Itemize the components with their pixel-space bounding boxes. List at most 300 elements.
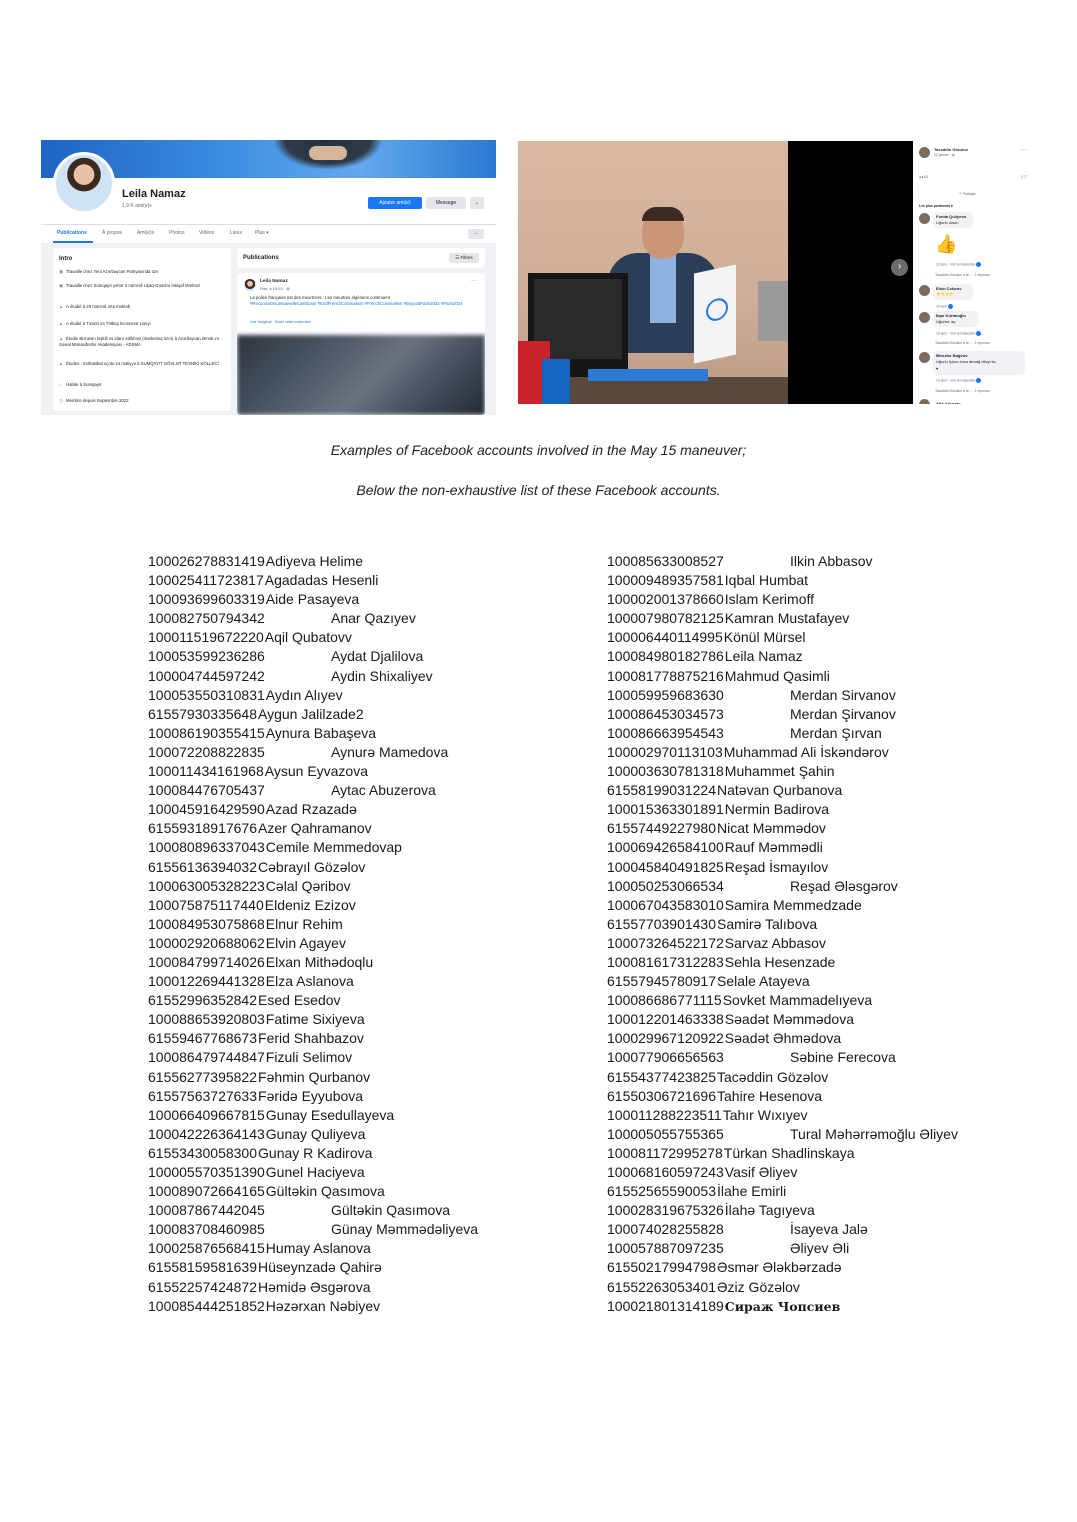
account-id: 100073264522172 — [607, 934, 724, 951]
account-row — [607, 934, 826, 953]
tab-more[interactable]: Plus ▾ — [255, 230, 269, 236]
account-row — [607, 838, 823, 857]
account-id: 61559467768673 — [148, 1030, 258, 1047]
account-name: Sarvaz Abbasov — [724, 934, 826, 951]
accounts-list-left — [148, 552, 479, 1316]
account-id: 61553430058300 — [148, 1144, 258, 1161]
account-name: Reşad Ələsgərov — [790, 877, 898, 894]
tab-photos[interactable]: Photos — [169, 230, 185, 236]
account-name: Nicat Məmmədov — [717, 820, 826, 837]
comment-text: ⭐⭐⭐⭐ — [936, 292, 954, 296]
account-name: Aqil Qubatovv — [264, 629, 352, 646]
account-row — [607, 647, 803, 666]
account-row — [607, 1010, 854, 1029]
account-id: 100045916429590 — [148, 801, 265, 818]
comment-author[interactable]: Elsin Cəfərov — [936, 286, 962, 291]
home-icon: ⌂ — [59, 382, 62, 387]
account-id: 100029967120922 — [607, 1030, 724, 1047]
account-id: 61557945780917 — [607, 973, 717, 990]
account-row — [148, 896, 356, 915]
account-id: 61550217994798 — [607, 1259, 717, 1276]
post-text: La police française est des meurtriers - Les meurtres algériens continuent — [250, 295, 390, 300]
account-row — [607, 991, 873, 1010]
account-id: 100042226364143 — [148, 1125, 265, 1142]
account-row — [148, 1278, 371, 1297]
intro-item: ▣ Travaille chez Sumqayıt şəhər 2 nömrəli Uşaq-Gənclər İnkişaf Mərkəzi — [59, 283, 201, 288]
account-name: Fizuli Selimov — [265, 1049, 353, 1066]
account-name: Agadadas Hesenli — [264, 572, 379, 589]
account-name: Aysun Eyvazova — [264, 763, 369, 780]
account-id: 100082750794342 — [148, 610, 265, 627]
account-id: 100025876568415 — [148, 1240, 265, 1257]
account-row — [607, 1087, 823, 1106]
comment-meta[interactable]: 19 sem — [936, 304, 953, 309]
intro-item: ◷ Membre depuis Septembre 2022 — [59, 398, 129, 403]
account-id: 100075875117440 — [148, 896, 264, 913]
account-name: Nermin Badirova — [724, 801, 830, 818]
account-id: 100011519672220 — [148, 629, 264, 646]
account-name: Fəridə Eyyubova — [258, 1087, 364, 1104]
post-author-avatar[interactable] — [244, 279, 256, 291]
caption-list-intro: Below the non-exhaustive list of these Facebook accounts. — [356, 482, 721, 498]
account-id: 100083708460985 — [148, 1221, 265, 1238]
friends-count[interactable]: 1,9 K ami(e)s — [122, 203, 152, 209]
account-id: 100085633008527 — [607, 553, 724, 569]
account-row — [148, 1220, 479, 1239]
tab-dots-button[interactable]: ··· — [468, 229, 484, 239]
account-id: 100088653920803 — [148, 1011, 265, 1028]
comment-text: Uğurlu işlərə imza atmağ diləyi ilə — [936, 359, 996, 364]
account-name: Kamran Mustafayev — [724, 610, 850, 627]
account-name: Merdan Sirvanov — [790, 686, 896, 703]
account-row — [607, 1106, 808, 1125]
post-hashtags[interactable]: #ReconnaitreLaNouvelleCalédonie #EndFrenchColonialism #FrenchColonialism #BoycottParis2024 #Paris2024 — [250, 301, 463, 306]
intro-item: ▲ Étudie Biznesin təşkili və idarə edilməsi (marketinq üzrə) à Azərbaycan Əmək və Sosial Münasibətlər Akademiyası - ADSMA — [59, 336, 219, 347]
account-row — [607, 552, 873, 571]
account-id: 61558159581639 — [148, 1259, 258, 1276]
account-id: 61558199031224 — [607, 782, 717, 799]
account-name: Sovket Mammadelıyeva — [722, 992, 873, 1009]
account-name: Azer Qahramanov — [258, 820, 372, 837]
comment-meta[interactable]: 13 sem · Voir la traduction — [936, 262, 981, 267]
account-id: 61556136394032 — [148, 858, 258, 875]
account-row — [148, 991, 341, 1010]
account-name: Merdan Şırvan — [790, 724, 882, 741]
account-name: Esed Esedov — [258, 992, 341, 1009]
account-name: Hüseynzadə Qahirə — [258, 1259, 382, 1276]
account-row — [148, 552, 364, 571]
account-id: 100002920688062 — [148, 934, 265, 951]
account-row — [148, 1201, 451, 1220]
globe-icon: ◍ — [286, 286, 290, 291]
account-id: 100084980182786 — [607, 648, 724, 665]
account-name: Natəvan Qurbanova — [717, 782, 843, 799]
account-row — [148, 705, 364, 724]
account-name: Aynurə Mamedova — [331, 743, 449, 760]
account-row — [148, 781, 436, 800]
account-id: 61550306721696 — [607, 1087, 717, 1104]
account-id: 100045840491825 — [607, 858, 724, 875]
post-menu-icon[interactable]: ··· — [1021, 147, 1027, 153]
comment-author[interactable]: İlqar Kürtmoğlu — [936, 313, 966, 318]
account-id: 100081778875216 — [607, 667, 724, 684]
sort-comments[interactable]: Les plus pertinents ▾ — [919, 204, 953, 208]
account-row — [607, 896, 862, 915]
account-id: 61552257424872 — [148, 1278, 258, 1295]
account-name: Cəlal Qəribov — [265, 877, 351, 894]
account-name: Səadət Əhmədova — [724, 1030, 842, 1047]
account-row — [607, 800, 830, 819]
account-row — [607, 877, 898, 896]
add-friend-label: Ajouter ami(e) — [379, 200, 411, 206]
account-name: Cəbrayıl Gözəlov — [258, 858, 366, 875]
account-name: Əsmər Ələkbərzadə — [717, 1259, 842, 1276]
account-name: Tacəddin Gözəlov — [717, 1068, 829, 1085]
account-name: Sehla Hesenzade — [724, 953, 836, 970]
account-row — [607, 1297, 841, 1316]
account-row — [148, 1068, 371, 1087]
accounts-list-right — [607, 552, 958, 1316]
next-photo-arrow-icon[interactable]: › — [891, 259, 908, 276]
account-row — [148, 877, 351, 896]
account-id: 100067043583010 — [607, 896, 724, 913]
account-id: 100012269441328 — [148, 973, 265, 990]
account-name: Aydat Djalilova — [331, 648, 424, 665]
account-row — [148, 743, 449, 762]
account-name: Elxan Mithədoqlu — [265, 953, 374, 970]
account-id: 61557449227980 — [607, 820, 717, 837]
account-name: Humay Aslanova — [265, 1240, 371, 1257]
account-id: 100053550310831 — [148, 686, 265, 703]
account-row — [148, 667, 433, 686]
school-icon: ▲ — [59, 304, 64, 309]
comment-author[interactable]: Afin Abusalo — [936, 401, 961, 404]
account-name: Tural Məhərrəmoğlu Əliyev — [790, 1125, 958, 1142]
tab-publications[interactable]: Publications — [57, 230, 87, 236]
account-id: 100077906656563 — [607, 1049, 724, 1066]
account-name: İlahə Tagıyeva — [724, 1202, 815, 1219]
account-id: 100072208822835 — [148, 743, 265, 760]
account-id: 61554377423825 — [607, 1068, 717, 1085]
account-name: Adiyeva Helime — [265, 553, 364, 569]
post-menu-icon[interactable]: ··· — [471, 278, 477, 284]
account-id: 100025411723817 — [148, 572, 264, 589]
account-id: 100087867442045 — [148, 1202, 265, 1219]
account-id: 100009489357581 — [607, 572, 724, 589]
account-id: 61557563727633 — [148, 1087, 258, 1104]
post-author[interactable]: Leila Namaz — [260, 279, 288, 284]
account-id: 100002001378660 — [607, 591, 724, 608]
page-avatar[interactable] — [919, 147, 930, 158]
account-name: Сираж Чопсиев — [724, 1298, 841, 1314]
comment-author[interactable]: Fərida Quliyeva — [936, 214, 966, 219]
account-id: 100081617312283 — [607, 953, 724, 970]
reactions[interactable]: ●● 65 — [919, 175, 928, 179]
account-id: 100063005328223 — [148, 877, 265, 894]
account-id: 100007980782125 — [607, 610, 724, 627]
intro-item: ▲ A étudié à 29 nömrəli orta məktəb — [59, 304, 131, 309]
account-name: Əziz Gözəlov — [717, 1278, 800, 1295]
more-options-button[interactable]: ⌄ — [470, 197, 484, 209]
account-id: 100002970113103 — [607, 743, 723, 760]
account-id: 100086453034573 — [607, 705, 724, 722]
account-row — [148, 1087, 364, 1106]
page-name[interactable]: Tacəddin Gözəlov — [934, 147, 968, 152]
account-row — [148, 1163, 365, 1182]
account-row — [148, 1182, 385, 1201]
tab-about[interactable]: À propos — [102, 230, 123, 236]
account-name: Azad Rzazadə — [265, 801, 357, 818]
publications-title: Publications — [243, 255, 279, 261]
intro-title: Intro — [59, 256, 73, 262]
account-row — [607, 628, 806, 647]
account-row — [148, 1125, 366, 1144]
heart-icon: ♥ — [936, 366, 939, 371]
account-name: Səbine Ferecova — [790, 1049, 896, 1066]
account-name: Fəhmin Qurbanov — [258, 1068, 371, 1085]
account-id: 100086190355415 — [148, 724, 265, 741]
account-id: 100066409667815 — [148, 1106, 265, 1123]
account-row — [607, 1163, 798, 1182]
account-id: 100005055755365 — [607, 1125, 724, 1142]
account-id: 61552263053401 — [607, 1278, 717, 1295]
account-id: 100021801314189 — [607, 1297, 724, 1314]
account-name: Aynura Babaşeva — [265, 724, 377, 741]
account-name: Aygun Jalilzade2 — [258, 705, 364, 722]
comment-text: Uğurlar, ay — [936, 319, 956, 324]
filters-button[interactable]: ☰ Filtres — [449, 253, 479, 263]
translation-link[interactable]: Voir l'original · Noter cette traduction — [250, 320, 312, 324]
account-row — [607, 1144, 855, 1163]
account-name: Samirə Talıbova — [717, 915, 818, 932]
account-row — [607, 819, 826, 838]
photo-viewer-screenshot — [518, 141, 913, 404]
filter-icon: ☰ — [455, 255, 461, 260]
account-row — [148, 571, 379, 590]
account-name: Gunay Esedullayeva — [265, 1106, 395, 1123]
add-friend-button[interactable] — [368, 197, 422, 209]
page-date: 22 janvier · ◍ — [934, 153, 955, 157]
account-row — [148, 609, 416, 628]
account-name: Cemile Memmedovap — [265, 839, 402, 856]
replies-link[interactable]: Tacəddin Gözəlov a ré... · 1 réponse — [935, 341, 990, 345]
account-row — [607, 705, 896, 724]
account-row — [148, 1029, 364, 1048]
account-name: Vasif Əliyev — [724, 1164, 798, 1180]
account-name: Elnur Rehim — [265, 915, 343, 932]
school-icon: ▲ — [59, 321, 64, 326]
account-name: Aide Pasayeva — [265, 591, 360, 608]
account-id: 100005570351390 — [148, 1164, 265, 1180]
account-id: 100012201463338 — [607, 1011, 724, 1028]
account-row — [148, 628, 352, 647]
clock-icon: ◷ — [59, 398, 63, 403]
replies-link[interactable]: Tacəddin Gözəlov a ré... · 1 réponse — [935, 389, 990, 393]
account-name: Muhammet Şahin — [724, 763, 835, 780]
account-name: Selale Atayeva — [717, 973, 810, 990]
account-id: 100069426584100 — [607, 839, 724, 856]
comment-author[interactable]: Mirsəfər Bağırov — [936, 353, 968, 358]
account-name: Günay Məmmədəliyeva — [331, 1221, 479, 1238]
account-name: Gunay R Kadirova — [258, 1144, 373, 1161]
account-row — [607, 953, 836, 972]
account-name: Aytac Abuzerova — [331, 782, 436, 799]
account-row — [607, 724, 882, 743]
tab-friends[interactable]: Ami(e)s — [137, 230, 155, 236]
account-row — [148, 762, 369, 781]
facebook-profile-screenshot — [41, 140, 496, 415]
account-row — [607, 1048, 896, 1067]
replies-link[interactable]: Tacəddin Gözəlov a ré... · 1 réponse — [935, 273, 990, 277]
caption-examples: Examples of Facebook accounts involved in the May 15 maneuver; — [330, 442, 747, 458]
account-id: 100057887097235 — [607, 1240, 724, 1257]
post-card — [237, 273, 485, 415]
account-row — [148, 972, 354, 991]
comments-panel — [913, 141, 1034, 404]
account-row — [148, 1144, 373, 1163]
account-name: Türkan Shadlinskaya — [723, 1144, 855, 1161]
account-row — [607, 858, 829, 877]
account-name: Səadət Məmmədova — [724, 1011, 854, 1028]
party-flag — [694, 265, 736, 364]
account-id: 100084799714026 — [148, 953, 265, 970]
account-row — [607, 1029, 842, 1048]
account-name: Rauf Məmmədli — [724, 839, 823, 856]
tab-places[interactable]: Lieux — [230, 230, 242, 236]
account-name: Aydın Alıyev — [265, 686, 343, 703]
account-name: İsayeva Jalə — [790, 1221, 868, 1238]
account-name: Fatime Sixiyeva — [265, 1011, 365, 1028]
account-row — [148, 590, 360, 609]
account-name: Aydin Shixaliyev — [331, 667, 433, 684]
account-id: 61552565590053 — [607, 1183, 717, 1200]
message-label: Message — [435, 200, 457, 206]
comments-count[interactable]: 3 ▢ — [1021, 175, 1028, 179]
account-name: Muhammad Ali İskəndərov — [723, 743, 889, 760]
account-id: 61559318917676 — [148, 820, 258, 837]
account-id: 100011434161968 — [148, 763, 264, 780]
account-name: Ilkin Abbasov — [790, 553, 873, 569]
account-id: 100011288223511 — [607, 1106, 722, 1123]
account-id: 100093699603319 — [148, 591, 265, 608]
account-row — [607, 972, 810, 991]
account-id: 100068160597243 — [607, 1164, 724, 1180]
account-name: Merdan Şirvanov — [790, 705, 896, 722]
account-name: Gültəkin Qasımova — [265, 1183, 385, 1200]
comment-meta[interactable]: 15 sem · Voir la traduction — [936, 331, 981, 336]
account-row — [148, 1106, 395, 1125]
account-row — [148, 838, 402, 857]
account-row — [607, 743, 889, 762]
account-name: Mahmud Qasimli — [724, 667, 830, 684]
account-id: 100026278831419 — [148, 553, 265, 569]
account-row — [607, 667, 830, 686]
account-id: 100081172995278 — [607, 1144, 723, 1161]
intro-item: ▣ Travaille chez Yeni Azərbaycan Partiyasında üzv — [59, 269, 159, 274]
account-name: Samira Memmedzade — [724, 896, 862, 913]
account-row — [148, 1010, 365, 1029]
account-name: Tahire Hesenova — [717, 1087, 823, 1104]
account-id: 100074028255828 — [607, 1221, 724, 1238]
account-row — [607, 1125, 958, 1144]
account-id: 100028319675326 — [607, 1202, 724, 1219]
tab-videos[interactable]: Vidéos — [199, 230, 215, 236]
account-row — [148, 1239, 371, 1258]
account-row — [148, 800, 357, 819]
intro-card — [53, 248, 231, 411]
post-date[interactable]: Hier, à 15:53 · ◍ — [260, 286, 290, 291]
account-name: Islam Kerimoff — [724, 591, 815, 608]
account-id: 100080896337043 — [148, 839, 265, 856]
account-id: 100085444251852 — [148, 1297, 265, 1314]
account-row — [148, 647, 424, 666]
account-id: 100084476705437 — [148, 782, 265, 799]
account-row — [607, 1239, 850, 1258]
account-name: Elvin Agayev — [265, 934, 346, 951]
message-button[interactable] — [426, 197, 466, 209]
school-icon: ▲ — [59, 361, 64, 366]
post-image[interactable] — [237, 335, 485, 415]
account-row — [148, 1048, 353, 1067]
account-name: İlahe Emirli — [717, 1183, 787, 1200]
account-name: Reşad İsmayılov — [724, 858, 829, 875]
account-id: 100006440114995 — [607, 629, 723, 646]
account-id: 100086686771115 — [607, 992, 722, 1009]
account-id: 100086479744847 — [148, 1049, 265, 1066]
thumbs-up-icon: 👍 — [935, 234, 958, 254]
account-name: Könül Mürsel — [723, 629, 806, 646]
account-row — [148, 724, 377, 743]
account-row — [607, 1278, 800, 1297]
account-name: Elza Aslanova — [265, 973, 354, 990]
account-id: 100053599236286 — [148, 648, 265, 665]
share-icon: ↷ — [959, 192, 963, 196]
account-id: 100086663954543 — [607, 724, 724, 741]
account-row — [607, 1068, 829, 1087]
active-tab-indicator — [53, 241, 93, 243]
account-row — [148, 915, 343, 934]
account-name: Həzərxan Nəbiyev — [265, 1297, 381, 1314]
account-name: Eldeniz Ezizov — [264, 896, 356, 913]
account-row — [607, 781, 843, 800]
account-name: Anar Qazıyev — [331, 610, 416, 627]
briefcase-icon: ▣ — [59, 269, 64, 274]
comment-text: Uğurlu olsun — [936, 220, 959, 225]
profile-tabs — [41, 224, 496, 243]
account-row — [607, 1201, 815, 1220]
account-name: Əliyev Əli — [790, 1240, 850, 1257]
account-id: 61556277395822 — [148, 1068, 258, 1085]
intro-item: ▲ A étudié à Təsviri və Tətbiqi İncəsənət Liseyi — [59, 321, 151, 326]
school-icon: ▲ — [59, 336, 64, 341]
share-button[interactable]: ↷ Partager — [959, 192, 976, 196]
account-id: 100004744597242 — [148, 667, 265, 684]
account-row — [607, 1258, 842, 1277]
account-name: Gunay Quliyeva — [265, 1125, 366, 1142]
account-row — [148, 858, 366, 877]
account-row — [148, 953, 374, 972]
account-row — [148, 686, 343, 705]
account-name: Gültəkin Qasımova — [331, 1202, 451, 1219]
intro-item: ▲ Études : mühasibat uçotu və maliyyə à SUMQAYIT DÖVLƏT TEXNİKİ KOLLECİ — [59, 361, 219, 366]
comment-meta[interactable]: 13 sem · Voir la traduction — [936, 378, 981, 383]
account-row — [148, 1297, 381, 1316]
account-name: Həmidə Əsgərova — [258, 1278, 371, 1295]
account-id: 100003630781318 — [607, 763, 724, 780]
intro-item: ⌂ Habite à Sumqayıt — [59, 382, 102, 387]
account-id: 100015363301891 — [607, 801, 724, 818]
avatar[interactable] — [53, 152, 115, 214]
